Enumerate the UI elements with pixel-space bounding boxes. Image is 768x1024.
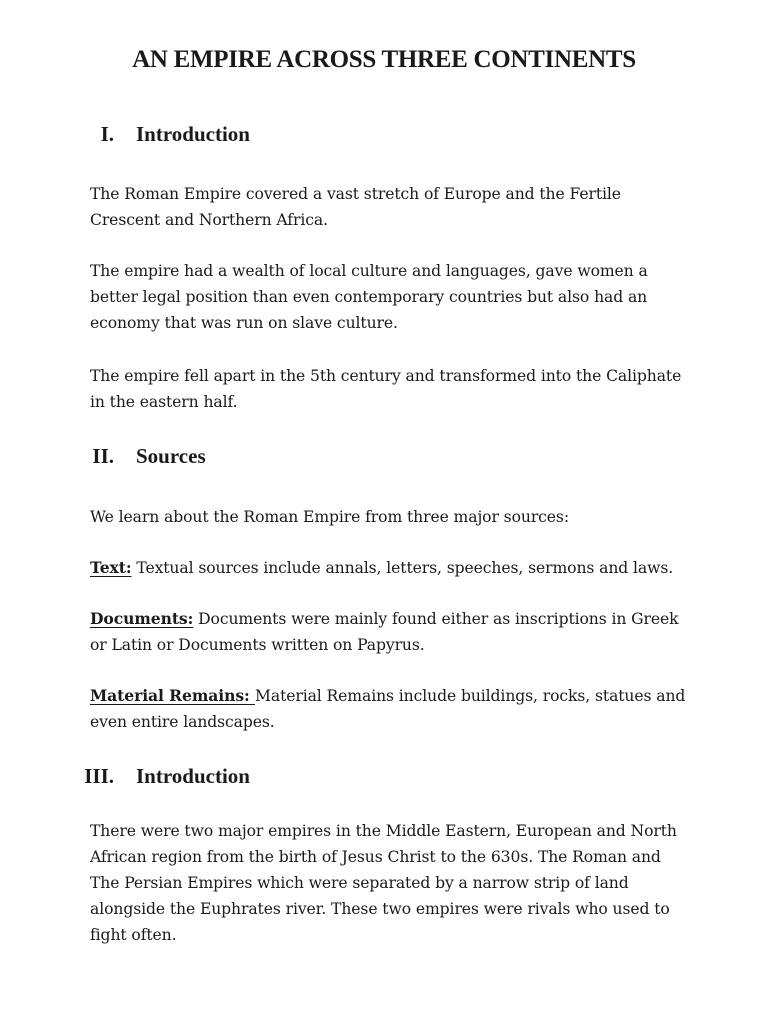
section-numeral: I. [100,122,114,146]
section-title: Introduction [136,764,250,788]
source-label: Documents: [90,609,194,628]
paragraph: The empire fell apart in the 5th century and transformed into the Caliphate in the eastern half. [90,367,682,411]
paragraph: The empire had a wealth of local culture and languages, gave women a better legal position than even contemporary countries but also had an economy that was run on slave culture. [90,262,648,332]
section-numeral: II. [92,444,114,468]
section-numeral: III. [84,764,114,788]
section-title: Sources [136,444,206,468]
source-label: Material Remains: [90,686,255,705]
source-item-material-remains [90,683,690,735]
page-title: AN EMPIRE ACROSS THREE CONTINENTS [132,46,636,73]
source-item-documents [90,606,690,658]
source-description: Documents were mainly found either as inscriptions in Greek or Latin or Documents written on Papyrus. [90,610,679,654]
paragraph: We learn about the Roman Empire from three major sources: [90,508,569,526]
source-description: Textual sources include annals, letters, speeches, sermons and laws. [131,559,674,577]
section-title: Introduction [136,122,250,146]
paragraph: The Roman Empire covered a vast stretch of Europe and the Fertile Crescent and Northern Africa. [90,185,621,229]
paragraph: There were two major empires in the Middle Eastern, European and North African region from the birth of Jesus Christ to the 630s. The Roman and The Persian Empires which were separated by a narrow strip of land alongside the Euphrates river. These two empires were rivals who used to fight often. [90,822,677,944]
source-item-text [90,555,690,581]
source-description: Material Remains include buildings, rocks, statues and even entire landscapes. [90,687,686,731]
source-label: Text: [90,558,132,577]
